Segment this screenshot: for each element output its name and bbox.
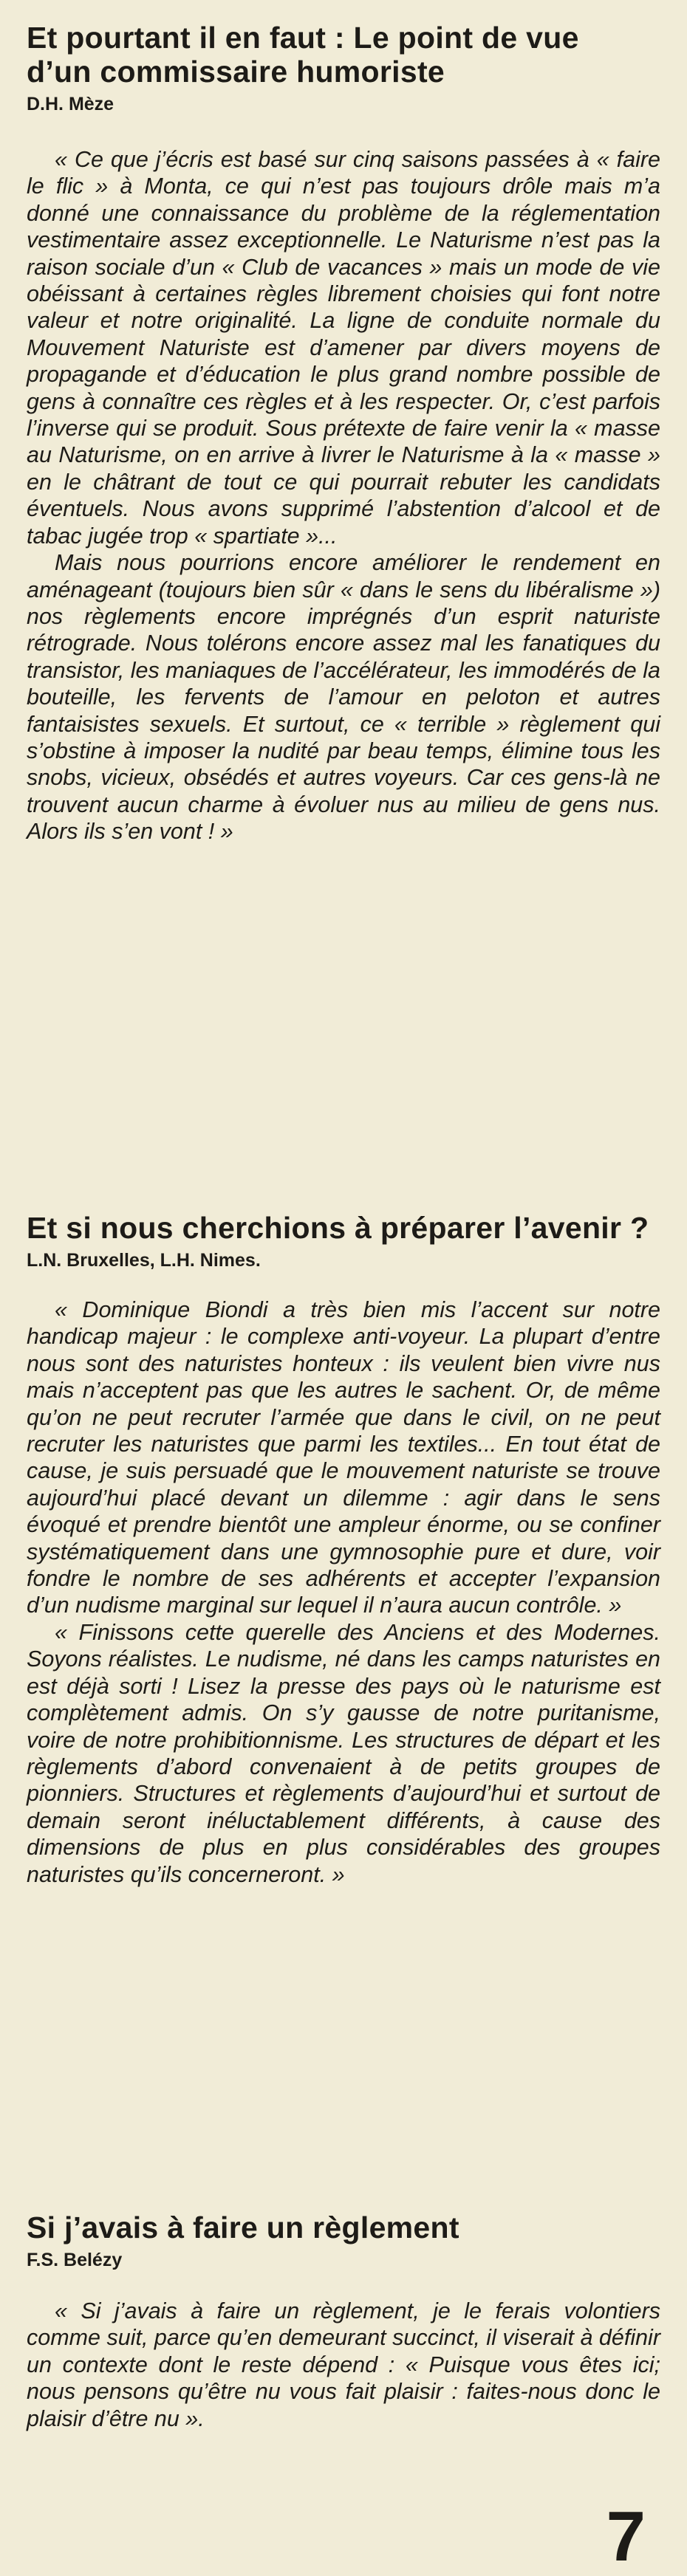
article-3-paragraph-1: « Si j’avais à faire un règlement, je le ferais volontiers comme suit, parce qu’en demeurant succinct, il viserait à définir un contexte dont le reste dépend : « Puisque vous êtes ici; nous pensons qu’être nu vous fait plaisir : faites-nous donc le plaisir d’être nu ». <box>27 2298 660 2431</box>
article-1-byline: D.H. Mèze <box>27 94 115 114</box>
article-1-body <box>27 146 660 845</box>
article-2-byline: L.N. Bruxelles, L.H. Nimes. <box>27 1250 261 1271</box>
article-2-body <box>27 1296 660 1888</box>
article-2-paragraph-2: « Finissons cette querelle des Anciens et des Modernes. Soyons réalistes. Le nudisme, né dans les camps naturistes en est déjà sorti ! Lisez la presse des pays où le naturisme est complètement admis. On s’y gausse de notre puritanisme, voire de notre prohibitionnisme. Les structures de départ et les règlements d’abord convenaient à de petits groupes de pionniers. Structures et règlements d’aujourd’hui et surtout de demain seront inéluctablement différents, à cause des dimensions de plus en plus considérables des groupes naturistes qu’ils concerneront. » <box>27 1619 660 1887</box>
article-3 <box>27 2211 660 2432</box>
article-2 <box>27 1211 660 1888</box>
article-3-byline: F.S. Belézy <box>27 2250 123 2270</box>
article-3-title: Si j’avais à faire un règlement <box>27 2211 459 2244</box>
article-1-paragraph-1: « Ce que j’écris est basé sur cinq saisons passées à « faire le flic » à Monta, ce qui n’est pas toujours drôle mais m’a donné une connaissance du problème de la réglementation vestimentaire assez exceptionnelle. Le Naturisme n’est pas la raison sociale d’un « Club de vacances » mais un mode de vie obéissant à certaines règles librement choisies qui font notre valeur et notre originalité. La ligne de conduite normale du Mouvement Naturiste est d’amener par divers moyens de propagande et d’éducation le plus grand nombre possible de gens à connaître ces règles et à les respecter. Or, c’est parfois l’inverse qui se produit. Sous prétexte de faire venir la « masse au Naturisme, on en arrive à livrer le Naturisme à la « masse » en le châtrant de tout ce qui pourrait rebuter les candidats éventuels. Nous avons supprimé l’abstention d’alcool et de tabac jugée trop « spartiate »... <box>27 147 660 549</box>
article-2-paragraph-1: « Dominique Biondi a très bien mis l’accent sur notre handicap majeur : le complexe anti-voyeur. La plupart d’entre nous sont des naturistes honteux : ils veulent bien vivre nus mais n’acceptent pas que les autres le sachent. Or, de même qu’on ne peut recruter l’armée que dans le civil, on ne peut recruter les naturistes que parmi les textiles... En tout état de cause, je suis persuadé que le mouvement naturiste se trouve aujourd’hui placé devant un dilemme : agir dans le sens évoqué et prendre bientôt une ampleur énorme, ou se confiner systématiquement dans une gymnosophie pure et dure, voir fondre le nombre de ses adhérents et accepter l’expansion d’un nudisme marginal sur lequel il n’aura aucun contrôle. » <box>27 1297 660 1618</box>
article-1 <box>27 21 660 845</box>
article-2-title: Et si nous cherchions à préparer l’avenir ? <box>27 1211 649 1245</box>
page-number: 7 <box>606 2497 646 2576</box>
article-1-title: Et pourtant il en faut : Le point de vue d’un commissaire humoriste <box>27 21 579 89</box>
article-3-body <box>27 2298 660 2432</box>
article-1-paragraph-2: Mais nous pourrions encore améliorer le rendement en aménageant (toujours bien sûr « dans le sens du libéralisme ») nos règlements encore imprégnés d’un esprit naturiste rétrograde. Nous tolérons encore assez mal les fanatiques du transistor, les maniaques de l’accélérateur, les immodérés de la bouteille, les fervents de l’amour en peloton et autres fantaisistes sexuels. Et surtout, ce « terrible » règlement qui s’obstine à imposer la nudité par beau temps, élimine tous les snobs, vicieux, obsédés et autres voyeurs. Car ces gens-là ne trouvent aucun charme à évoluer nus au milieu de gens nus. Alors ils s’en vont ! » <box>27 550 660 845</box>
